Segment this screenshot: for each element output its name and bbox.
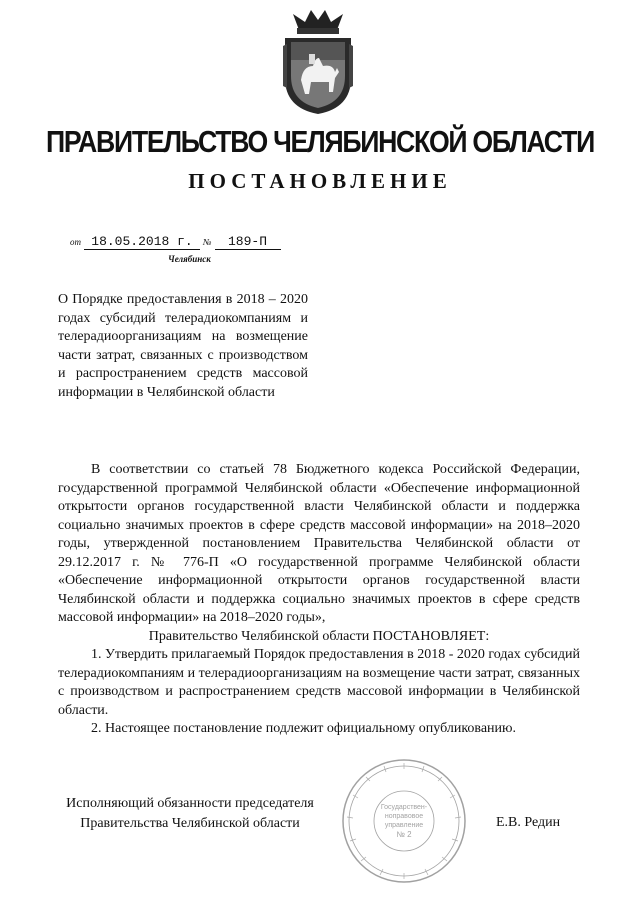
coat-of-arms-icon	[279, 8, 357, 116]
document-number: 189-П	[215, 234, 281, 250]
number-prefix: №	[203, 237, 212, 247]
document-date: 18.05.2018 г.	[84, 234, 200, 250]
body-paragraph: В соответствии со статьей 78 Бюджетного кодекса Российской Федерации, государственной программой Челябинской области «Обеспечение информационной открытости органов государственной власти Челябинской области и поддержка социально значимых проектов в сфере средств массовой информации» на 2018–2020 годы, утвержденной постановлением Правительства Челябинской области от 29.12.2017 г. № 776-П «О государственной программе Челябинской области «Обеспечение информационной открытости органов государственной власти Челябинской области и поддержка социально значимых проектов в сфере средств массовой информации» на 2018–2020 годы»,	[58, 462, 580, 625]
stamp-center-line: управление	[384, 822, 424, 829]
date-prefix: от	[70, 237, 81, 247]
document-subject: О Порядке предоставления в 2018 – 2020 годах субсидий телерадиокомпаниям и телерадиоорганизациям на возмещение части затрат, связанных с производством и распространением средств массовой информации в Челябинской области	[58, 292, 308, 400]
stamp-center-line: ноправовое	[384, 813, 424, 820]
government-title: ПРАВИТЕЛЬСТВО ЧЕЛЯБИНСКОЙ ОБЛАСТИ	[46, 124, 594, 159]
stamp-center-line: Государствен-	[380, 804, 428, 811]
official-stamp	[340, 757, 468, 885]
body-paragraph: 1. Утвердить прилагаемый Порядок предоставления в 2018 - 2020 годах субсидий телерадиокомпаниям и телерадиоорганизациям на возмещение части затрат, связанных с производством и распространением средств массовой информации в Челябинской области.	[58, 647, 580, 718]
signer-name: Е.В. Редин	[496, 815, 561, 830]
resolution-statement: Правительство Челябинской области ПОСТАНОВЛЯЕТ:	[148, 628, 490, 644]
document-type-title: ПОСТАНОВЛЕНИЕ	[188, 169, 452, 193]
signer-position-line: Исполняющий обязанности председателя	[66, 796, 314, 811]
document-body	[58, 461, 580, 739]
document-meta	[70, 234, 281, 250]
body-paragraph: 2. Настоящее постановление подлежит официальному опубликованию.	[91, 721, 516, 736]
document-city: Челябинск	[168, 254, 211, 264]
signer-position-line: Правительства Челябинской области	[80, 816, 300, 831]
stamp-center-line: № 2	[396, 830, 412, 839]
signer-position	[50, 794, 330, 834]
